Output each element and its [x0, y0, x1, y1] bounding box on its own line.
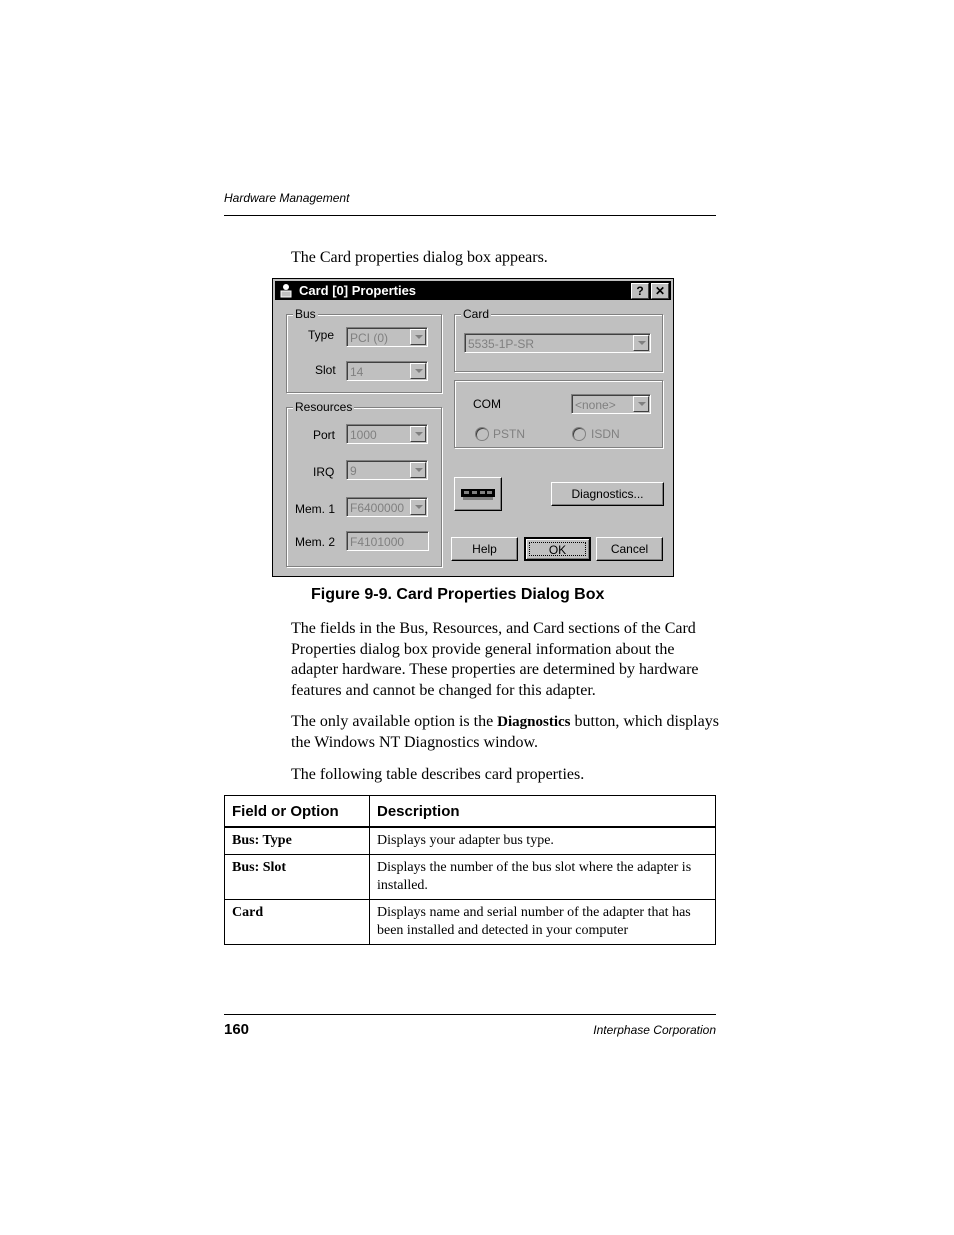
chevron-down-icon[interactable]: [410, 462, 426, 478]
intro-paragraph: The Card properties dialog box appears.: [291, 249, 548, 266]
resources-group-label: Resources: [295, 400, 353, 414]
figure-caption: Figure 9-9. Card Properties Dialog Box: [311, 586, 605, 603]
table-row: [225, 855, 716, 900]
ok-button[interactable]: [524, 537, 591, 561]
table-header: Description: [370, 796, 716, 828]
com-combo[interactable]: [571, 394, 651, 414]
card-properties-table: [224, 795, 716, 945]
isdn-radio[interactable]: [572, 427, 586, 441]
body-paragraph-3: The following table describes card properties.: [291, 766, 585, 783]
table-row: [225, 900, 716, 945]
diagnostics-button-label: Diagnostics...: [571, 487, 644, 501]
mem1-combo[interactable]: [346, 497, 428, 517]
app-icon: [279, 283, 293, 298]
chevron-down-icon[interactable]: [410, 363, 426, 379]
mem1-value: F6400000: [350, 501, 405, 515]
para2-post: button, which displays the Windows NT Diagnostics window.: [291, 713, 719, 751]
card-combo[interactable]: [464, 333, 651, 353]
chevron-down-icon[interactable]: [633, 335, 649, 351]
table-header-row: [225, 796, 716, 828]
table-cell-field: Bus: Slot: [225, 855, 370, 900]
slot-label: Slot: [315, 363, 336, 377]
card-value: 5535-1P-SR: [468, 337, 535, 351]
bus-type-combo[interactable]: [346, 327, 428, 347]
header-rule: [224, 215, 716, 216]
context-help-button[interactable]: ?: [631, 283, 649, 299]
bus-slot-combo[interactable]: [346, 361, 428, 381]
chevron-down-icon[interactable]: [410, 329, 426, 345]
irq-label: IRQ: [313, 465, 335, 479]
table-cell-desc: Displays your adapter bus type.: [370, 827, 716, 855]
chevron-down-icon[interactable]: [410, 426, 426, 442]
body-paragraph-2: [291, 712, 721, 753]
chevron-down-icon[interactable]: [410, 499, 426, 515]
diagnostics-button[interactable]: [551, 482, 664, 506]
table-cell-desc: Displays the number of the bus slot where the adapter is installed.: [370, 855, 716, 900]
card-group-label: Card: [463, 307, 490, 321]
body-paragraph-1: The fields in the Bus, Resources, and Card sections of the Card Properties dialog box provide general information about the adapter hardware. These properties are determined by hardware features and cannot be changed for this adapter.: [291, 620, 699, 699]
page-number: 160: [224, 1021, 250, 1038]
table-header: Field or Option: [225, 796, 370, 828]
footer-rule: [224, 1014, 716, 1015]
table-cell-field: Bus: Type: [225, 827, 370, 855]
cancel-button-label: Cancel: [610, 542, 649, 556]
footer-company: Interphase Corporation: [593, 1023, 716, 1037]
diagnostics-term: Diagnostics: [497, 714, 571, 730]
adapter-card-icon: [461, 487, 495, 501]
isdn-radio-label: ISDN: [591, 427, 620, 441]
irq-value: 9: [350, 464, 357, 478]
focus-rect: [529, 542, 586, 556]
port-value: 1000: [350, 428, 377, 442]
com-label: COM: [473, 397, 501, 411]
pstn-radio-label: PSTN: [493, 427, 526, 441]
com-value: <none>: [575, 398, 616, 412]
mem1-label: Mem. 1: [295, 502, 336, 516]
dialog-title: Card [0] Properties: [299, 283, 417, 298]
ok-button-label: OK: [548, 543, 567, 557]
help-button[interactable]: [451, 537, 518, 561]
cancel-button[interactable]: [596, 537, 663, 561]
bus-group: [286, 307, 442, 393]
table-row: [225, 827, 716, 855]
para2-pre: The only available option is the: [291, 713, 498, 730]
help-button-label: Help: [472, 542, 497, 556]
mem2-value: F4101000: [350, 535, 405, 549]
port-label: Port: [313, 428, 336, 442]
running-header: Hardware Management: [224, 191, 350, 205]
port-combo[interactable]: [346, 424, 428, 444]
type-label: Type: [308, 328, 335, 342]
table-cell-desc: Displays name and serial number of the adapter that has been installed and detected in your computer: [370, 900, 716, 945]
close-button[interactable]: ✕: [651, 283, 669, 299]
table-cell-field: Card: [225, 900, 370, 945]
irq-combo[interactable]: [346, 460, 428, 480]
pstn-radio[interactable]: [475, 427, 489, 441]
bus-slot-value: 14: [350, 365, 364, 379]
bus-group-label: Bus: [295, 307, 316, 321]
bus-type-value: PCI (0): [350, 331, 389, 345]
chevron-down-icon[interactable]: [633, 396, 649, 412]
card-image-button[interactable]: [454, 477, 502, 511]
dialog-titlebar: [275, 281, 671, 300]
mem2-label: Mem. 2: [295, 535, 336, 549]
mem2-field[interactable]: [346, 531, 429, 551]
card-properties-dialog: [272, 278, 674, 577]
